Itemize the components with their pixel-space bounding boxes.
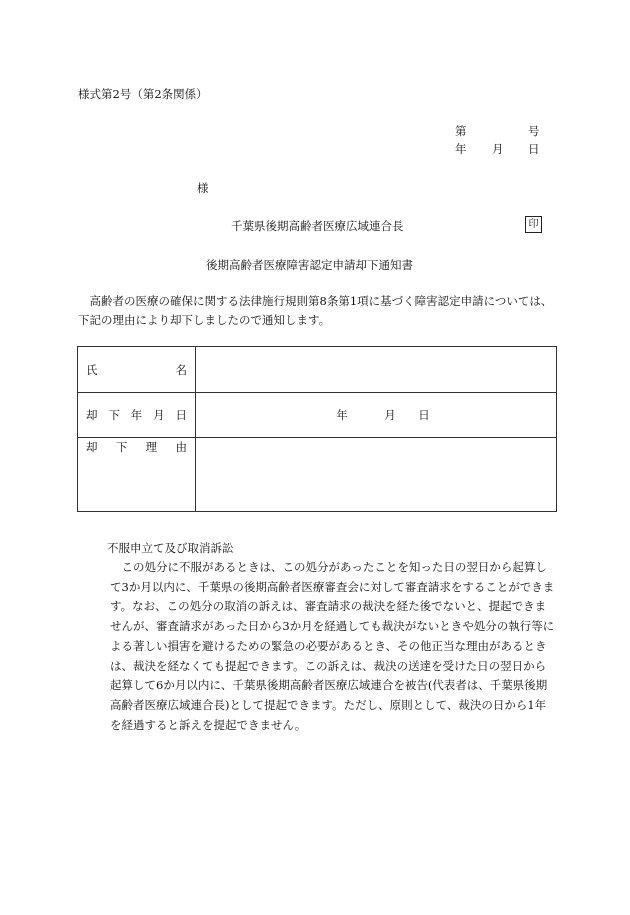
form-number: 様式第2号（第2条関係） xyxy=(78,87,208,101)
number-suffix: 号 xyxy=(528,124,540,138)
addressee-suffix: 様 xyxy=(197,181,209,195)
issuer-name: 千葉県後期高齢者医療広域連合長 xyxy=(231,219,404,233)
reject-date-label-char: 月 xyxy=(153,408,165,422)
name-row xyxy=(78,347,557,393)
reject-reason-label-char: 理 xyxy=(145,439,158,454)
seal-mark: 印 xyxy=(525,216,542,233)
reject-date-row xyxy=(78,393,557,438)
reject-date-value-cell xyxy=(196,393,557,438)
lead-paragraph: 高齢者の医療の確保に関する法律施行規則第8条第1項に基づく障害認定申請については、下記の理由により却下しましたので通知します。 xyxy=(78,294,553,327)
reject-reason-value-cell xyxy=(196,438,557,512)
name-label-char: 名 xyxy=(175,362,187,377)
name-value-cell xyxy=(196,347,557,393)
reject-reason-label-char: 由 xyxy=(175,439,187,454)
issue-month: 月 xyxy=(492,142,504,156)
name-label-cell xyxy=(78,347,196,393)
reject-day: 日 xyxy=(418,408,430,422)
reject-date-label-char: 却 xyxy=(86,408,98,422)
appeal-paragraph: この処分に不服があるときは、この処分があったことを知った日の翌日から起算して3か月以内に、千葉県の後期高齢者医療審査会に対して審査請求をすることができます。なお、この処分の取消の訴えは、審査請求の裁決を経た後でないと、提起できませんが、審査請求があった日から3か月を経過しても裁決がないときや処分の執行等による著しい損害を避けるための緊急の必要があるとき、その他正当な理由があるときは、裁決を経なくても提起できます。この訴えは、裁決の送達を受けた日の翌日から起算して6か月以内に、千葉県後期高齢者医療広域連合を被告(代表者は、千葉県後期高齢者医療広域連合長)として提起できます。ただし、原則として、裁決の日から1年を経過すると訴えを提起できません。 xyxy=(110,560,555,732)
reject-date-label-char: 年 xyxy=(130,408,143,422)
reject-date-label-char: 下 xyxy=(108,408,120,422)
document-title: 後期高齢者医療障害認定申請却下通知書 xyxy=(206,258,413,272)
application-info-table xyxy=(77,346,557,512)
reject-date-label-cell xyxy=(78,393,196,438)
reject-reason-label-char: 下 xyxy=(115,439,128,454)
issue-day: 日 xyxy=(528,142,540,156)
appeal-heading: 不服申立て及び取消訴訟 xyxy=(107,541,234,555)
issue-year: 年 xyxy=(455,142,467,156)
reject-date-label-char: 日 xyxy=(175,408,187,422)
reject-reason-label-char: 却 xyxy=(86,439,98,454)
reject-reason-label-cell xyxy=(78,438,196,512)
name-label-char: 氏 xyxy=(86,362,98,377)
reject-year: 年 xyxy=(336,408,348,422)
reject-reason-row xyxy=(78,438,557,512)
reject-month: 月 xyxy=(384,408,396,422)
number-prefix: 第 xyxy=(455,124,467,138)
